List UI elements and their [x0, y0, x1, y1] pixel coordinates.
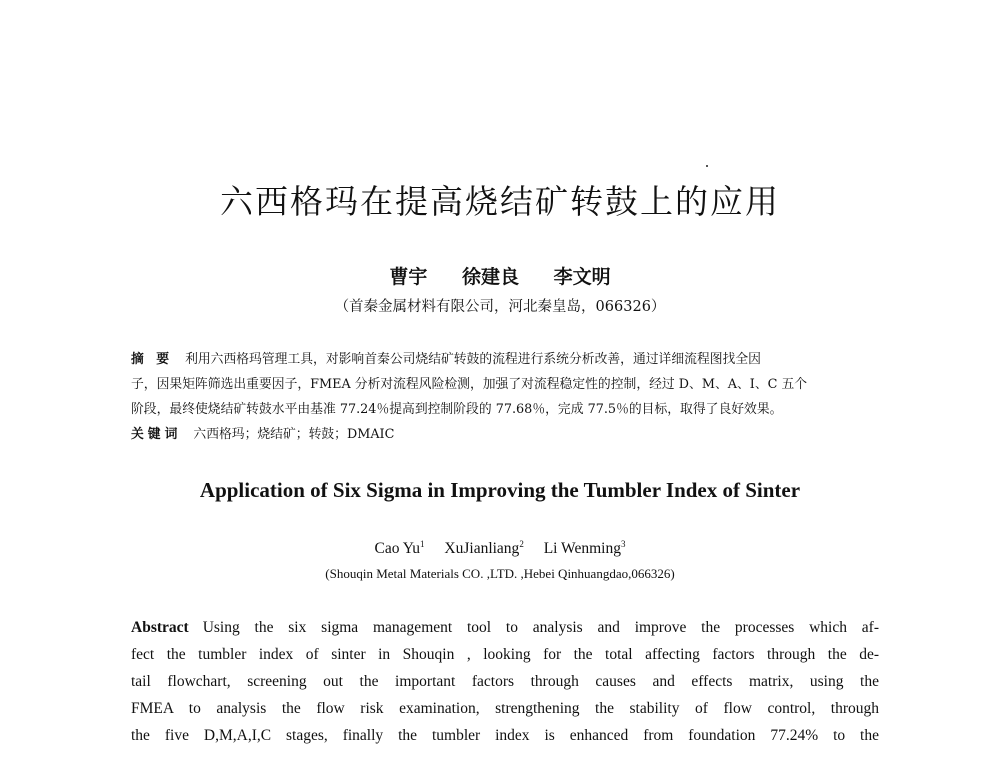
english-author: Cao Yu$^1$: [374, 539, 425, 558]
english-author: Li Wenming$^3$: [543, 539, 626, 558]
english-abstract-label: Abstract: [131, 619, 189, 636]
english-abstract-line: the five D,M,A,I,C stages, finally the tumbler index is enhanced from foundation 77.24% to the: [131, 727, 879, 744]
english-abstract-line: FMEA to analysis the flow risk examination, strengthening the stability of flow control, through: [131, 700, 879, 717]
chinese-title: 六西格玛在提高烧结矿转鼓上的应用: [220, 182, 780, 221]
chinese-author: 李文明: [553, 266, 611, 288]
chinese-author: 曹宇: [389, 266, 428, 288]
chinese-abstract-line: 摘 要 利用六西格玛管理工具，对影响首秦公司烧结矿转鼓的流程进行系统分析改善，通过详细流程图找全因: [131, 352, 761, 367]
english-author: XuJianliang$^2$: [444, 539, 524, 558]
chinese-abstract: [131, 347, 879, 447]
english-abstract-line: tail flowchart, screening out the important factors through causes and effects matrix, using the: [131, 673, 879, 690]
chinese-keywords: [131, 422, 879, 447]
chinese-keywords-label: 关键词: [131, 427, 182, 442]
english-title: Application of Six Sigma in Improving the Tumbler Index of Sinter: [199, 478, 801, 502]
english-authors: [0, 539, 1000, 558]
chinese-authors: [0, 262, 1000, 289]
chinese-abstract-label: 摘 要: [131, 352, 174, 367]
english-abstract: [131, 614, 879, 749]
scan-speck: [706, 165, 708, 167]
chinese-abstract-line: 阶段，最终使烧结矿转鼓水平由基准 77.24％提高到控制阶段的 77.68％，完成 77.5％的目标，取得了良好效果。: [131, 402, 783, 417]
english-abstract-line: fect the tumbler index of sinter in Shouqin , looking for the total affecting factors through the de-: [131, 646, 879, 663]
chinese-keywords-text: 六西格玛；烧结矿；转鼓；DMAIC: [193, 427, 395, 442]
english-affiliation: (Shouqin Metal Materials CO. ,LTD. ,Hebei Qinhuangdao,066326): [325, 566, 675, 581]
chinese-affiliation: （首秦金属材料有限公司，河北秦皇岛，066326）: [334, 299, 666, 315]
chinese-abstract-line: 子，因果矩阵筛选出重要因子，FMEA 分析对流程风险检测，加强了对流程稳定性的控制，经过 D、M、A、I、C 五个: [131, 377, 808, 392]
chinese-author: 徐建良: [461, 266, 519, 288]
english-abstract-line: Abstract Using the six sigma management tool to analysis and improve the processes which af-: [131, 619, 879, 636]
